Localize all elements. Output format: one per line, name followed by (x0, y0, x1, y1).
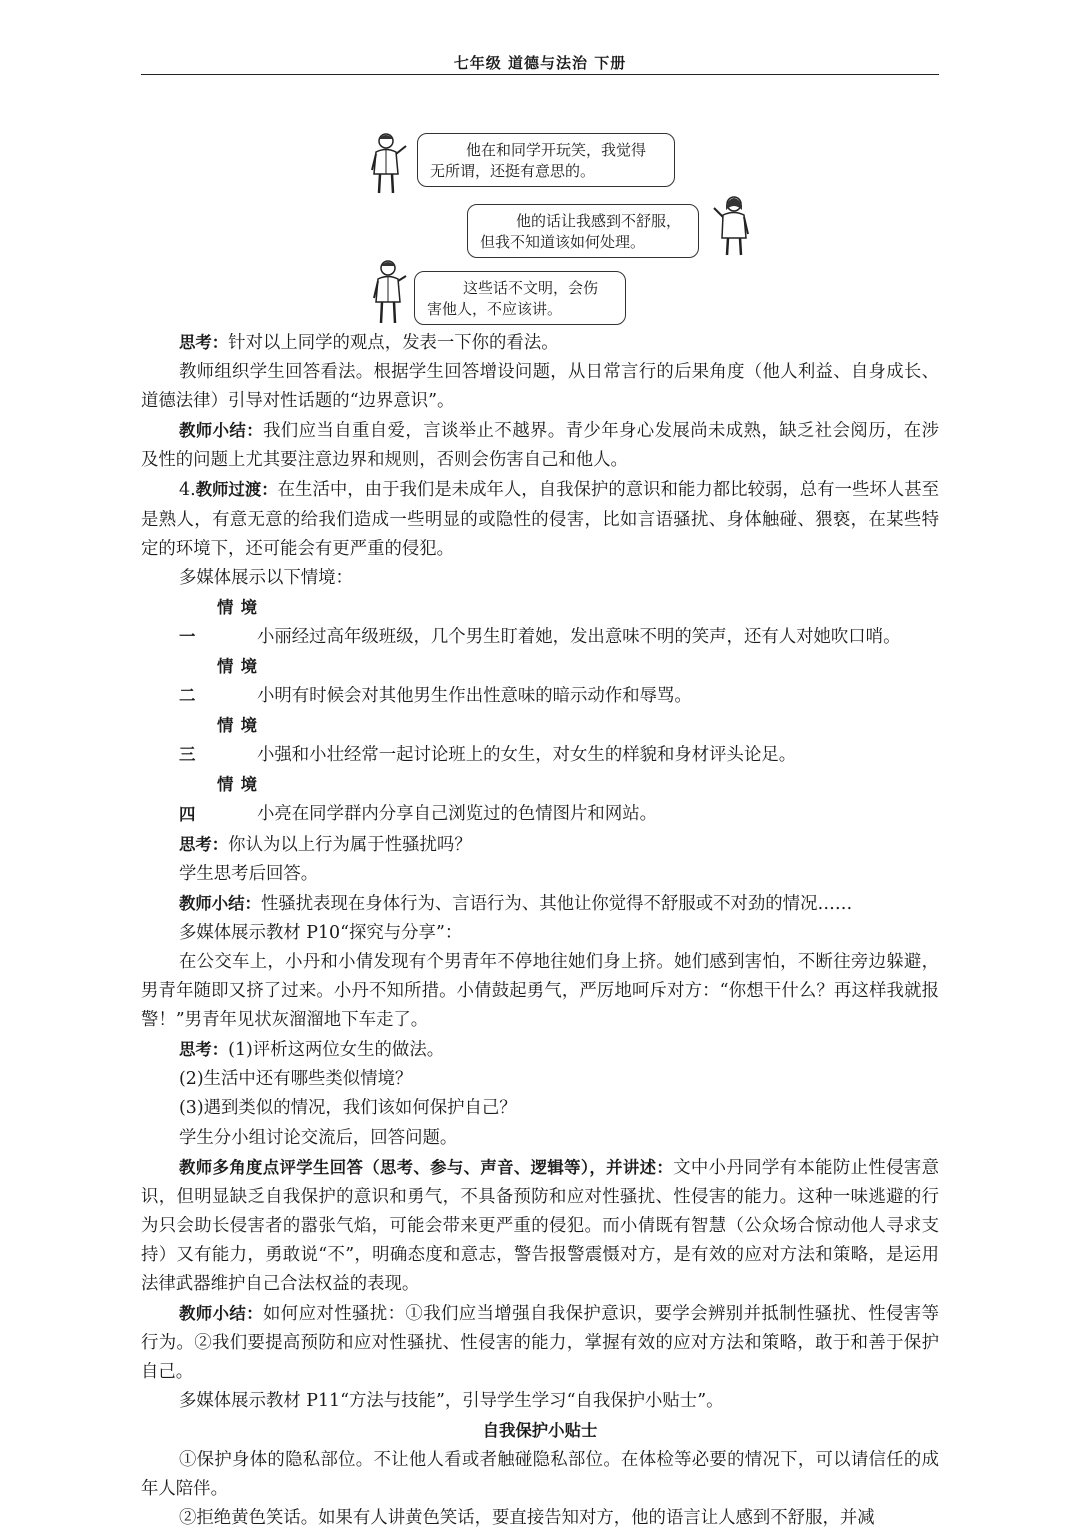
summary-2: 教师小结：性骚扰表现在身体行为、言语行为、其他让你觉得不舒服或不对劲的情况…… (179, 893, 853, 914)
speech-bubble-3 (414, 271, 626, 325)
scenario-4: 情境四 小亮在同学群内分享自己浏览过的色情图片和网站。 (179, 775, 657, 825)
tips-title: 自我保护小贴士 (482, 1421, 598, 1441)
speech-bubble-2 (467, 204, 699, 258)
boy-student-1-figure (366, 132, 410, 194)
media-2: 多媒体展示教材 P10“探究与分享”： (179, 922, 463, 943)
summary-3: 教师小结：如何应对性骚扰：①我们应当增强自我保护意识，要学会辨别并抵制性骚扰、性侵害等行为。②我们要提高预防和应对性骚扰、性侵害的能力，掌握有效的应对方法和策略，敢于和善于保护自己。 (141, 1304, 939, 1383)
think-3-q2: (2)生活中还有哪些类似情境？ (179, 1069, 413, 1090)
girl-student-figure (708, 194, 754, 256)
tip-1: ①保护身体的隐私部位。不让他人看或者触碰隐私部位。在体检等必要的情况下，可以请信任的成年人陪伴。 (141, 1449, 939, 1499)
organize-paragraph: 教师组织学生回答看法。根据学生回答增设问题，从日常言行的后果角度（他人利益、自身成长、道德法律）引导对性话题的“边界意识”。 (141, 362, 939, 412)
bubble-1-line-2: 无所谓，还挺有意思的。 (430, 162, 596, 180)
transition-paragraph: 4.教师过渡：在生活中，由于我们是未成年人，自我保护的意识和能力都比较弱，总有一些坏人甚至是熟人，有意无意的给我们造成一些明显的或隐性的侵害，比如言语骚扰、身体触碰、猥亵，在某些特定的环境下，还可能会有更严重的侵犯。 (141, 480, 939, 559)
bubble-2-line-1: 他的话让我感到不舒服， (516, 212, 682, 230)
think-3: 思考：(1)评析这两位女生的做法。 (179, 1040, 445, 1061)
media-3: 多媒体展示教材 P11“方法与技能”，引导学生学习“自我保护小贴士”。 (179, 1391, 724, 1412)
header-rule (141, 74, 939, 75)
think-1: 思考：针对以上同学的观点，发表一下你的看法。 (179, 333, 559, 353)
think-2: 思考：你认为以上行为属于性骚扰吗？ (179, 834, 472, 855)
bubble-2-line-2: 但我不知道该如何处理。 (480, 233, 646, 251)
media-1: 多媒体展示以下情境： (179, 567, 353, 588)
student-answer: 学生思考后回答。 (179, 863, 319, 884)
scenario-1: 情境一 小丽经过高年级班级，几个男生盯着她，发出意味不明的笑声，还有人对她吹口哨。 (179, 597, 901, 647)
scenario-3: 情境三 小强和小壮经常一起讨论班上的女生，对女生的样貌和身材评头论足。 (179, 716, 797, 766)
bubble-1-line-1: 他在和同学开玩笑，我觉得 (466, 141, 647, 159)
speech-bubble-1 (417, 133, 675, 187)
bubble-3-line-2: 害他人，不应该讲。 (427, 300, 563, 318)
group-discuss: 学生分小组讨论交流后，回答问题。 (179, 1127, 458, 1148)
bubble-3-line-1: 这些话不文明，会伤 (463, 279, 599, 297)
boy-student-2-figure (368, 258, 412, 324)
summary-1: 教师小结：我们应当自重自爱，言谈举止不越界。青少年身心发展尚未成熟，缺乏社会阅历，在涉及性的问题上尤其要注意边界和规则，否则会伤害自己和他人。 (141, 421, 939, 471)
review-paragraph: 教师多角度点评学生回答（思考、参与、声音、逻辑等），并讲述：文中小丹同学有本能防止性侵害意识，但明显缺乏自我保护的意识和勇气，不具备预防和应对性骚扰、性侵害的能力。这种一味逃避的行为只会助长侵害者的嚣张气焰，可能会带来更严重的侵犯。而小倩既有智慧（公众场合惊动他人寻求支持）又有能力，勇敢说“不”，明确态度和意志，警告报警震慑对方，是有效的应对方法和策略，是运用法律武器维护自己合法权益的表现。 (141, 1157, 939, 1294)
main-content (141, 328, 939, 1533)
tip-2: ②拒绝黄色笑话。如果有人讲黄色笑话，要直接告知对方，他的语言让人感到不舒服，并减 (179, 1507, 875, 1528)
page-header: 七年级 道德与法治 下册 (453, 54, 627, 72)
think-3-q3: (3)遇到类似的情况，我们该如何保护自己？ (179, 1098, 517, 1119)
story-paragraph: 在公交车上，小丹和小倩发现有个男青年不停地往她们身上挤。她们感到害怕，不断往旁边躲避，男青年随即又挤了过来。小丹不知所措。小倩鼓起勇气，严厉地呵斥对方：“你想干什么？再这样我就报警！”男青年见状灰溜溜地下车走了。 (141, 951, 939, 1031)
scenario-2: 情境二 小明有时候会对其他男生作出性意味的暗示动作和辱骂。 (179, 657, 692, 707)
